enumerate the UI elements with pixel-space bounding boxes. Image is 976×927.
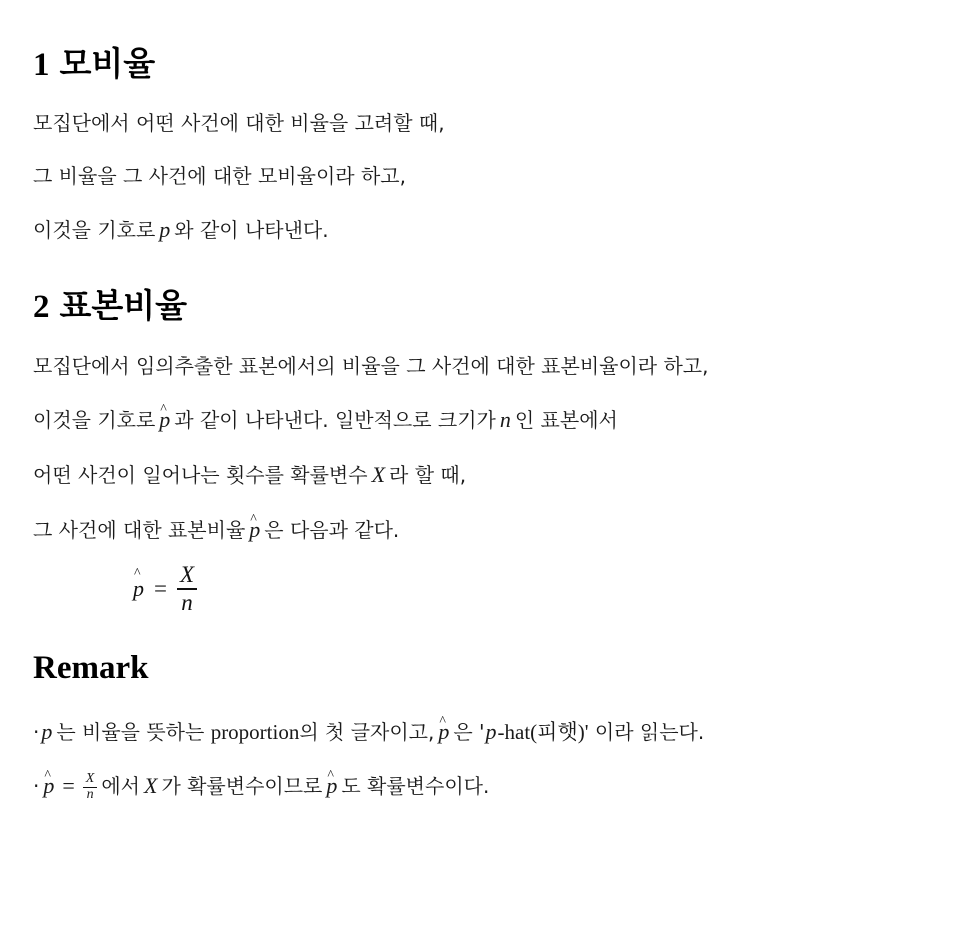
section1-heading: [33, 38, 155, 85]
section1-title: 모비율: [59, 47, 156, 83]
symbol-p-hat: ^ p: [249, 516, 260, 544]
symbol-p-hat: ^ p: [159, 406, 170, 434]
formula-denominator: n: [181, 589, 193, 615]
symbol-p: p: [485, 719, 497, 744]
formula-fraction: [177, 562, 197, 616]
inline-fraction: [83, 772, 98, 802]
sample-proportion-formula: [133, 562, 197, 616]
section2-line4-pre: 그 사건에 대한 표본비율: [33, 518, 246, 542]
section2-line2: [33, 406, 618, 434]
section2-line3: [33, 461, 466, 489]
symbol-p-hat: ^ p: [438, 718, 449, 746]
bullet: ·: [33, 774, 40, 798]
section1-line2: 그 비율을 그 사건에 대한 모비율이라 하고,: [33, 164, 406, 188]
symbol-X: X: [143, 773, 158, 798]
symbol-p: p: [41, 719, 53, 744]
section2-line3-pre: 어떤 사건이 일어나는 횟수를 확률변수: [33, 463, 368, 487]
formula-equals: =: [154, 576, 167, 602]
remark-line1-a: 는 비율을 뜻하는: [56, 720, 205, 744]
remark-heading: Remark: [33, 650, 149, 686]
symbol-X: X: [371, 462, 386, 487]
section1-line3: [33, 216, 329, 244]
section2-line3-post: 라 할 때,: [389, 463, 467, 487]
section2-line1: 모집단에서 임의추출한 표본에서의 비율을 그 사건에 대한 표본비율이라 하고,: [33, 354, 709, 378]
inline-denominator: n: [86, 787, 94, 802]
remark-line1-d: 이라 읽는다.: [594, 720, 705, 744]
remark-line2-c: 도 확률변수이다.: [341, 774, 490, 798]
remark-line2-b: 가 확률변수이므로: [161, 774, 323, 798]
symbol-p: p: [159, 217, 171, 242]
section1-line1: 모집단에서 어떤 사건에 대한 비율을 고려할 때,: [33, 111, 445, 135]
formula-lhs: ^ p: [133, 576, 144, 602]
remark-line2: [33, 772, 489, 803]
inline-numerator: X: [85, 771, 95, 787]
section2-line4: [33, 516, 399, 544]
remark-p-hat-reading: -hat(피햇)': [497, 720, 589, 744]
section2-line4-post: 은 다음과 같다.: [264, 518, 400, 542]
remark-line2-a: 에서: [101, 774, 140, 798]
formula-numerator: X: [179, 562, 195, 587]
bullet: ·: [33, 720, 40, 744]
equals-sign: =: [62, 773, 75, 798]
symbol-n: n: [499, 407, 511, 432]
section2-heading: [33, 280, 187, 327]
section2-line2-mid: 과 같이 나타낸다. 일반적으로 크기가: [174, 408, 496, 432]
section2-number: 2: [33, 289, 50, 325]
section2-line2-pre: 이것을 기호로: [33, 408, 156, 432]
symbol-p-hat: ^ p: [326, 772, 337, 800]
remark-line1: [33, 718, 704, 746]
remark-line1-b: 의 첫 글자이고,: [299, 720, 435, 744]
section2-line2-post: 인 표본에서: [514, 408, 618, 432]
section1-line3-pre: 이것을 기호로: [33, 218, 156, 242]
section2-title: 표본비율: [59, 289, 188, 325]
section1-line3-post: 와 같이 나타낸다.: [174, 218, 329, 242]
section1-number: 1: [33, 47, 50, 83]
remark-word-proportion: proportion: [210, 720, 300, 744]
remark-line1-c: 은 ': [453, 720, 485, 744]
symbol-p-hat: ^ p: [43, 772, 54, 800]
